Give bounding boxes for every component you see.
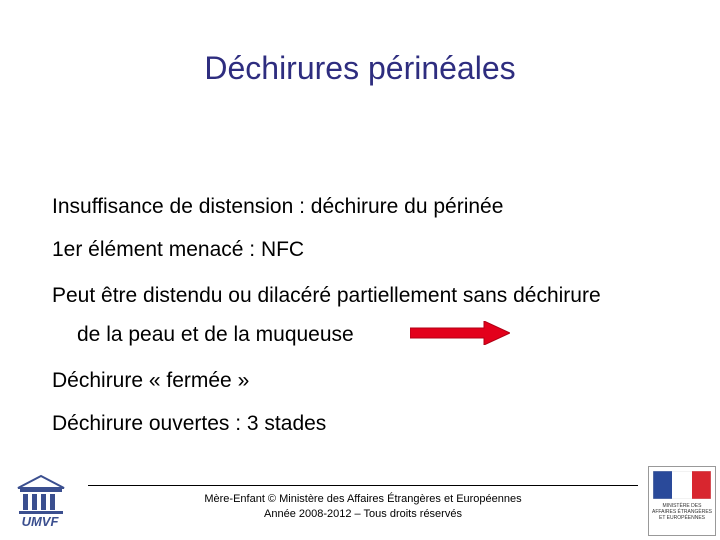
footer-copyright: Mère-Enfant © Ministère des Affaires Étrangères et Européennes [204, 493, 522, 505]
french-flag-icon [653, 471, 711, 499]
bullet-distendu-line1: Peut être distendu ou dilacéré partiellement sans déchirure [52, 284, 601, 307]
footer-divider [88, 485, 638, 486]
footer-year: Année 2008-2012 – Tous droits réservés [264, 508, 462, 520]
slide-title: Déchirures périnéales [204, 50, 516, 86]
bullet-distendu-line2: de la peau et de la muqueuse [77, 323, 354, 346]
ministry-logo-text: MINISTÈRE DES AFFAIRES ÉTRANGÈRES ET EUROPÉENNES [651, 503, 712, 521]
ministry-logo [648, 466, 716, 536]
footer [88, 492, 638, 522]
umvf-logo-text: UMVF [21, 514, 59, 529]
bullet-nfc: 1er élément menacé : NFC [52, 238, 305, 261]
bullet-ouvertes: Déchirure ouvertes : 3 stades [52, 412, 327, 435]
bullet-fermee: Déchirure « fermée » [52, 369, 250, 392]
bullet-distension: Insuffisance de distension : déchirure du périnée [52, 195, 504, 218]
arrow-right-icon [410, 321, 510, 345]
